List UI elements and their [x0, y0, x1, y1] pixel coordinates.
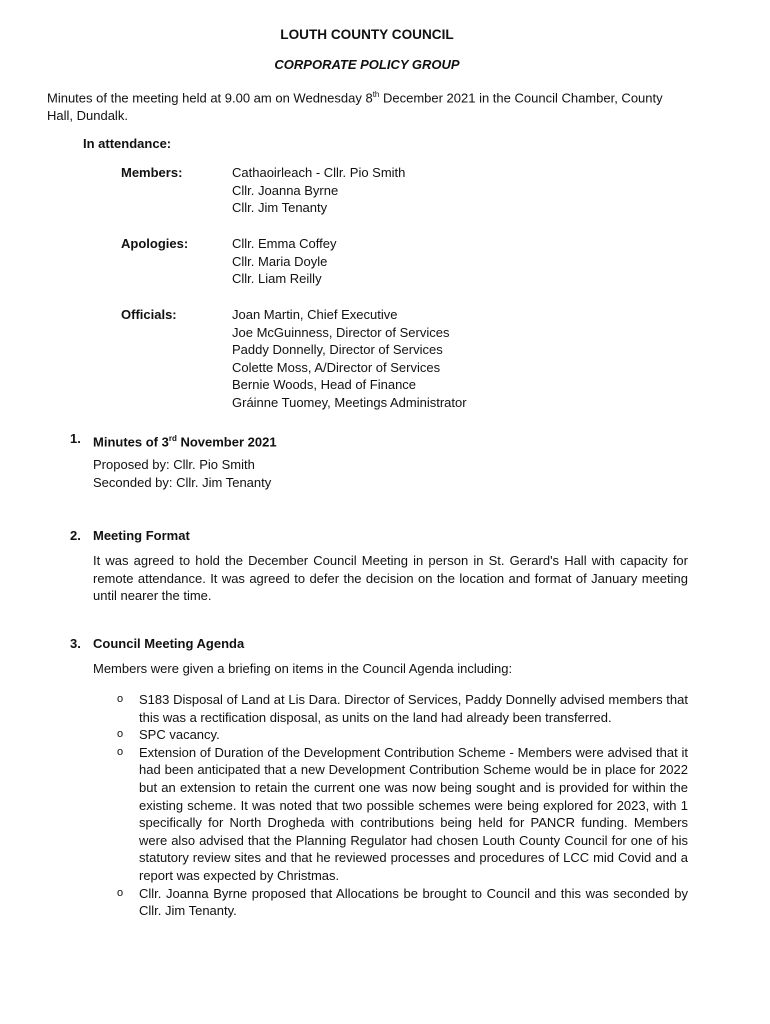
members-list: [232, 164, 632, 217]
section-1-body: [93, 456, 688, 491]
official-name: Bernie Woods, Head of Finance: [232, 377, 417, 393]
bullet-marker: o: [117, 728, 124, 741]
section-heading: Meeting Format: [93, 528, 190, 543]
bullet-marker: o: [117, 886, 124, 899]
apologies-label: Apologies:: [121, 236, 189, 251]
bullet-marker: o: [117, 745, 124, 758]
list-item: [117, 726, 688, 744]
apology-name: Cllr. Maria Doyle: [232, 253, 328, 269]
section-2-body: It was agreed to hold the December Council Meeting in person in St. Gerard's Hall with capacity for remote attendance. It was agreed to defer the decision on the location and format of January meeting until nearer the time.: [93, 553, 688, 604]
list-item-text: Extension of Duration of the Development Contribution Scheme - Members were advised that it had been anticipated that a new Development Contribution Scheme would be in place for 2022 but an extension to retain the current one was now being sought and is provided for within the existing scheme. It was noted that two possible schemes were being explored for 2023, with 1 specifically for North Drogheda with contributions being held for PANCR funding. Members were also advised that the Planning Regulator had chosen Louth County Council for one of his statutory review sites and that he reviewed processes and procedures of LCC mid Covid and a report was expected by Christmas.: [139, 744, 688, 883]
intro-text-a: Minutes of the meeting held at 9.00 am on Wednesday 8: [47, 90, 373, 106]
member-name: Cllr. Joanna Byrne: [232, 182, 339, 198]
official-name: Paddy Donnelly, Director of Services: [232, 342, 443, 358]
apologies-list: [232, 235, 632, 288]
document-title: LOUTH COUNTY COUNCIL: [280, 27, 454, 42]
list-item: [117, 744, 688, 885]
apology-name: Cllr. Emma Coffey: [232, 236, 337, 251]
agenda-bullet-list: [117, 691, 688, 920]
apology-name: Cllr. Liam Reilly: [232, 271, 322, 287]
list-item-text: SPC vacancy.: [139, 727, 220, 743]
section-3-intro: Members were given a briefing on items in the Council Agenda including:: [93, 661, 513, 676]
section-heading-sup: rd: [168, 434, 177, 443]
list-item: [117, 885, 688, 920]
member-name: Cathaoirleach - Cllr. Pio Smith: [232, 165, 406, 180]
section-number: 2.: [70, 528, 81, 543]
list-item: [117, 691, 688, 726]
official-name: Colette Moss, A/Director of Services: [232, 359, 441, 375]
section-number: 1.: [70, 431, 81, 446]
seconded-line: Seconded by: Cllr. Jim Tenanty: [93, 474, 272, 490]
attendance-heading: In attendance:: [83, 136, 172, 151]
section-heading-text-b: November 2021: [176, 434, 277, 450]
list-item-text: S183 Disposal of Land at Lis Dara. Director of Services, Paddy Donnelly advised members that this was a rectification disposal, as units on the land had already been transferred.: [139, 692, 688, 725]
section-number: 3.: [70, 636, 81, 651]
bullet-marker: o: [117, 693, 124, 705]
intro-paragraph: [47, 86, 689, 125]
section-heading: [93, 430, 277, 451]
list-item-text: Cllr. Joanna Byrne proposed that Allocations be brought to Council and this was seconded by Cllr. Jim Tenanty.: [139, 885, 688, 919]
document-subtitle: CORPORATE POLICY GROUP: [274, 57, 460, 72]
official-name: Gráinne Tuomey, Meetings Administrator: [232, 394, 467, 410]
proposed-line: Proposed by: Cllr. Pio Smith: [93, 457, 255, 472]
member-name: Cllr. Jim Tenanty: [232, 200, 328, 216]
intro-sup: th: [372, 90, 380, 99]
officials-label: Officials:: [121, 307, 177, 322]
section-heading-text-a: Minutes of 3: [93, 434, 169, 450]
section-heading: Council Meeting Agenda: [93, 636, 245, 651]
members-label: Members:: [121, 165, 183, 180]
officials-list: [232, 306, 632, 412]
official-name: Joe McGuinness, Director of Services: [232, 324, 450, 340]
official-name: Joan Martin, Chief Executive: [232, 307, 398, 322]
intro-text-b: December 2021 in the Council Chamber, County Hall, Dundalk.: [47, 90, 663, 123]
